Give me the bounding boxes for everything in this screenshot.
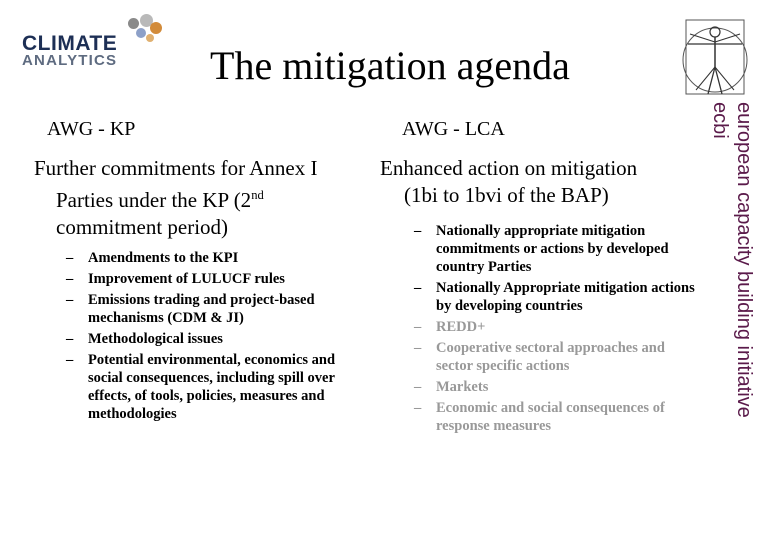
list-item: – Emissions trading and project-based mechanisms (CDM & JI) <box>66 292 315 326</box>
left-sub-list <box>66 249 366 426</box>
right-main-point: Enhanced action on mitigation (1bi to 1bvi of the BAP) <box>380 156 638 207</box>
side-text <box>696 102 756 522</box>
list-item: – Methodological issues <box>66 331 223 347</box>
list-item: – Potential environmental, economics and social consequences, including spill over effects, of tools, policies, measures and methodologies <box>66 352 336 422</box>
list-item: – Amendments to the KPI <box>66 250 239 266</box>
list-item: – REDD+ <box>414 319 486 335</box>
logo-line-2: ANALYTICS <box>22 52 118 69</box>
left-main-point: Further commitments for Annex I Parties under the KP (2nd commitment period) <box>34 156 318 239</box>
list-item: – Markets <box>414 379 489 395</box>
side-text-line-2: ecbi <box>709 102 731 139</box>
left-heading: AWG - KP <box>47 118 136 140</box>
slide-title: The mitigation agenda <box>210 43 570 88</box>
list-item: – Improvement of LULUCF rules <box>66 271 285 287</box>
list-item: – Nationally Appropriate mitigation actions by developing countries <box>414 280 695 314</box>
list-item: – Cooperative sectoral approaches and sector specific actions <box>414 340 665 374</box>
logo-line-1: CLIMATE <box>22 32 118 55</box>
right-heading: AWG - LCA <box>402 118 505 140</box>
side-text-line-1: european capacity building initiative <box>733 102 755 418</box>
list-item: – Nationally appropriate mitigation commitments or actions by developed country Parties <box>414 223 669 275</box>
list-item: – Economic and social consequences of response measures <box>414 400 665 434</box>
right-sub-list <box>414 222 696 438</box>
